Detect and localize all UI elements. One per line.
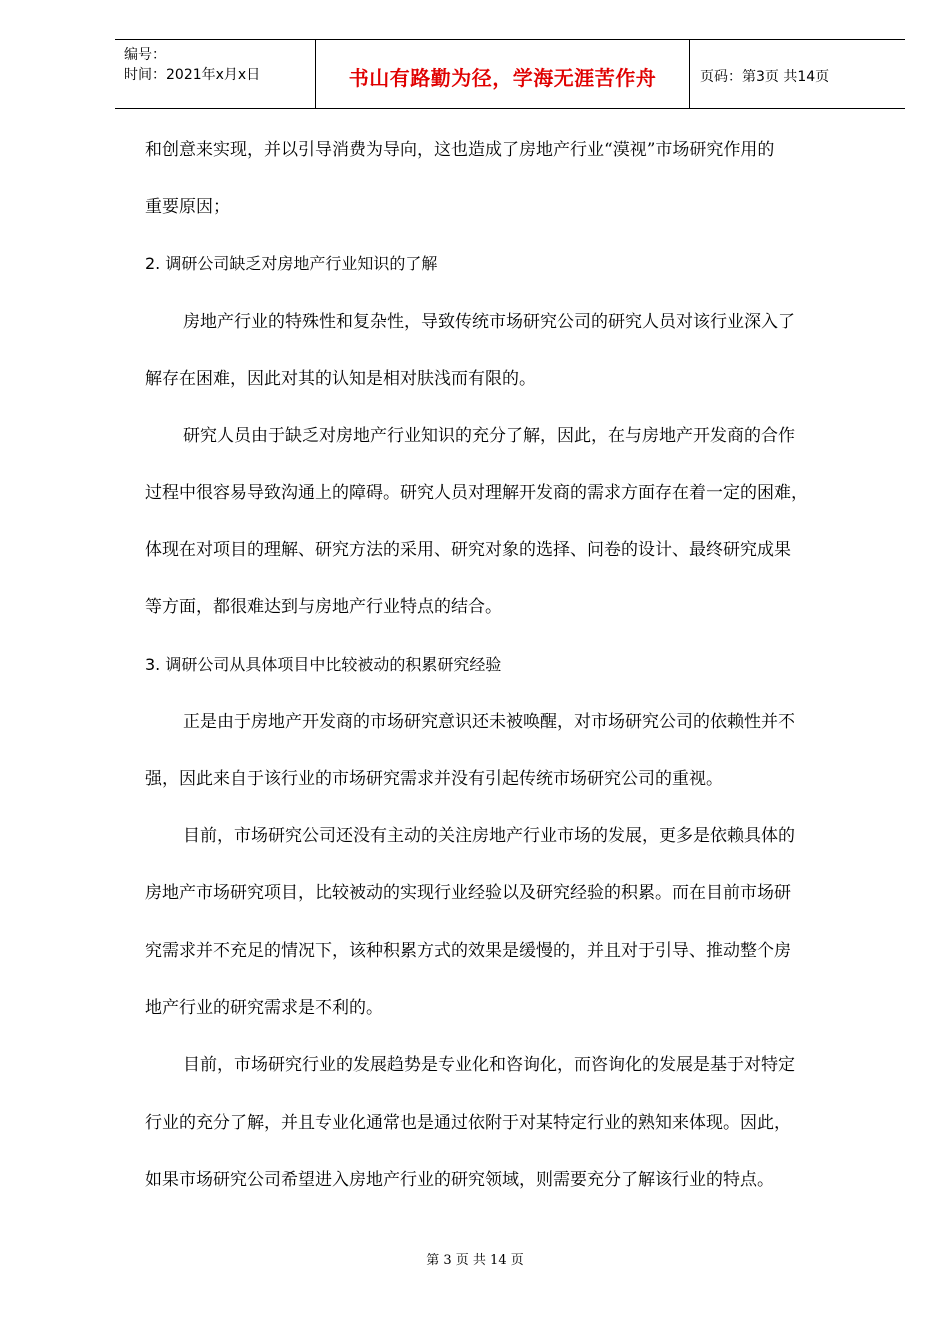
body-line: 和创意来实现，并以引导消费为导向，这也造成了房地产行业“漠视”市场研究作用的 <box>145 140 775 160</box>
body-line: 目前，市场研究行业的发展趋势是专业化和咨询化，而咨询化的发展是基于对特定 <box>183 1055 795 1075</box>
section-heading: 3. 调研公司从具体项目中比较被动的积累研究经验 <box>145 655 502 674</box>
page-footer: 第 3 页 共 14 页 <box>426 1253 524 1268</box>
body-line: 目前，市场研究公司还没有主动的关注房地产行业市场的发展，更多是依赖具体的 <box>183 826 795 846</box>
body-line: 体现在对项目的理解、研究方法的采用、研究对象的选择、问卷的设计、最终研究成果 <box>145 540 791 560</box>
header-meta-cell <box>115 40 316 108</box>
body-line: 地产行业的研究需求是不利的。 <box>145 998 383 1018</box>
body-line: 究需求并不充足的情况下，该种积累方式的效果是缓慢的，并且对于引导、推动整个房 <box>145 941 791 961</box>
body-line: 过程中很容易导致沟通上的障碍。研究人员对理解开发商的需求方面存在着一定的困难， <box>145 483 808 503</box>
document-time-label: 时间：2021年x月x日 <box>124 67 261 83</box>
header-page-cell <box>690 40 905 108</box>
document-number-label: 编号： <box>124 47 166 63</box>
body-line: 等方面，都很难达到与房地产行业特点的结合。 <box>145 597 502 617</box>
body-line: 解存在困难，因此对其的认知是相对肤浅而有限的。 <box>145 369 536 389</box>
header-page-info: 页码：第3页 共14页 <box>700 69 830 85</box>
body-line: 行业的充分了解，并且专业化通常也是通过依附于对某特定行业的熟知来体现。因此， <box>145 1113 791 1133</box>
page-header <box>115 39 905 109</box>
body-line: 正是由于房地产开发商的市场研究意识还未被唤醒，对市场研究公司的依赖性并不 <box>183 712 795 732</box>
header-motto-cell <box>316 40 690 108</box>
body-line: 研究人员由于缺乏对房地产行业知识的充分了解，因此，在与房地产开发商的合作 <box>183 426 795 446</box>
body-line: 如果市场研究公司希望进入房地产行业的研究领域，则需要充分了解该行业的特点。 <box>145 1170 774 1190</box>
body-line: 强，因此来自于该行业的市场研究需求并没有引起传统市场研究公司的重视。 <box>145 769 723 789</box>
body-line: 重要原因； <box>145 197 230 217</box>
body-line: 房地产市场研究项目，比较被动的实现行业经验以及研究经验的积累。而在目前市场研 <box>145 883 791 903</box>
header-motto: 书山有路勤为径，学海无涯苦作舟 <box>348 66 657 90</box>
section-heading: 2. 调研公司缺乏对房地产行业知识的了解 <box>145 254 438 273</box>
body-line: 房地产行业的特殊性和复杂性，导致传统市场研究公司的研究人员对该行业深入了 <box>183 312 795 332</box>
